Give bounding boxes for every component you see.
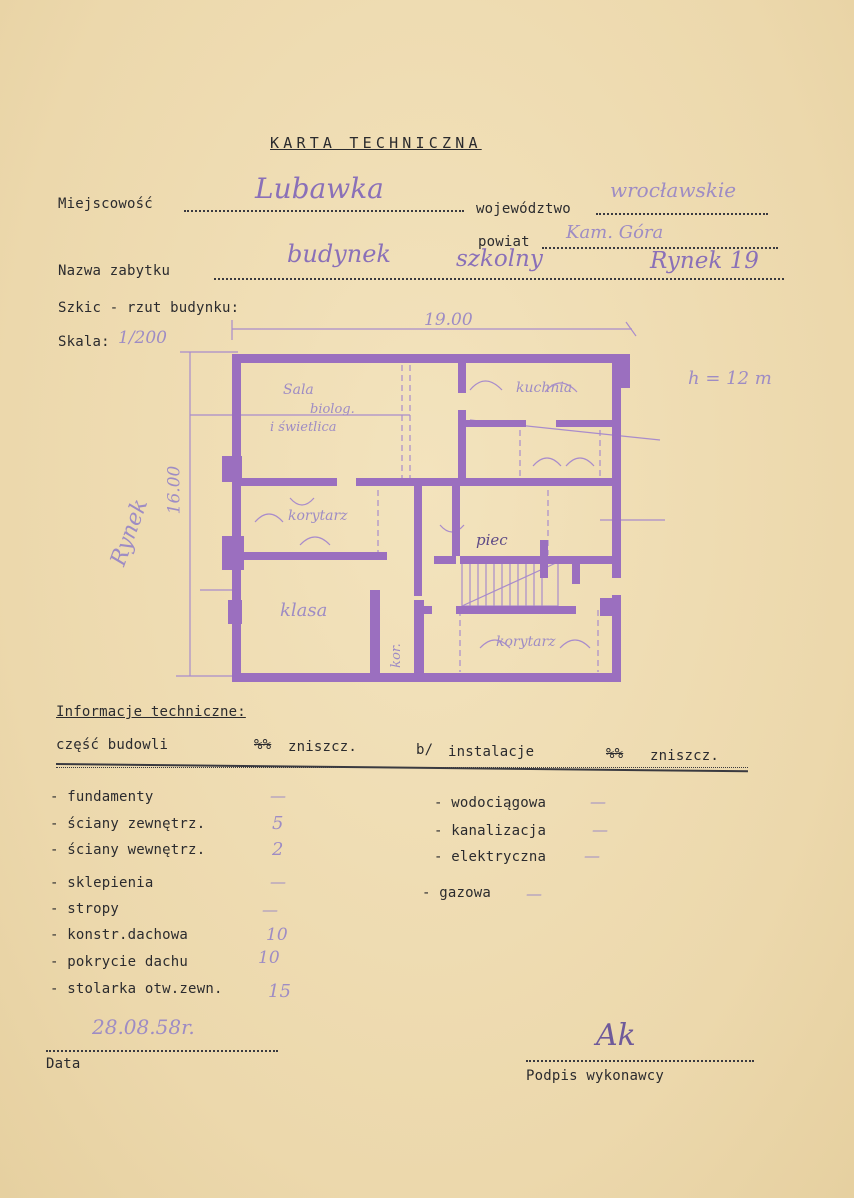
nazwa-value-2: szkolny xyxy=(456,246,543,272)
nazwa-label: Nazwa zabytku xyxy=(58,263,171,279)
installation-label: - kanalizacja xyxy=(434,823,547,839)
part-label: - stolarka otw.zewn. xyxy=(50,981,223,997)
installation-label: - gazowa xyxy=(422,885,492,901)
depth-dimension: 16.00 xyxy=(164,465,185,515)
width-dimension: 19.00 xyxy=(424,310,473,330)
nazwa-value-1: budynek xyxy=(287,240,391,268)
col-b-prefix: b/ xyxy=(416,742,434,758)
room-sala-label-2: biolog. xyxy=(310,402,355,417)
room-sala-label-3: i świetlica xyxy=(270,420,337,435)
installation-value: — xyxy=(584,846,600,865)
col-part-header: część budowli xyxy=(56,737,169,753)
part-value: 10 xyxy=(266,925,288,945)
part-label: - konstr.dachowa xyxy=(50,927,189,943)
part-value: 15 xyxy=(268,981,291,1002)
header-rule-dots xyxy=(56,767,748,768)
signature-dots xyxy=(526,1060,754,1062)
part-label: - sklepienia xyxy=(50,875,154,891)
powiat-label: powiat xyxy=(478,234,530,250)
wojewodztwo-label: województwo xyxy=(476,201,571,217)
page-title: KARTA TECHNICZNA xyxy=(270,134,482,152)
info-heading: Informacje techniczne: xyxy=(56,704,246,720)
installation-value: — xyxy=(526,884,542,903)
part-value: — xyxy=(270,872,286,891)
powiat-value: Kam. Góra xyxy=(566,222,664,243)
room-korytarz-bottom-label: korytarz xyxy=(496,634,556,650)
signature-label: Podpis wykonawcy xyxy=(526,1068,665,1084)
date-dots xyxy=(46,1050,278,1052)
col-installation-header: instalacje xyxy=(448,744,535,760)
room-piec-label: piec xyxy=(476,531,508,549)
room-sala-label: Sala xyxy=(283,382,314,398)
part-label: - ściany zewnętrz. xyxy=(50,816,206,832)
part-label: - stropy xyxy=(50,901,120,917)
date-label: Data xyxy=(46,1056,81,1072)
date-value: 28.08.58r. xyxy=(92,1015,195,1039)
part-value: 5 xyxy=(272,813,284,834)
room-kuchnia-label: kuchnia xyxy=(516,380,573,396)
installation-value: — xyxy=(590,792,606,811)
part-value: — xyxy=(270,786,286,805)
part-label: - pokrycie dachu xyxy=(50,954,189,970)
szkic-label: Szkic - rzut budynku: xyxy=(58,300,240,316)
installation-label: - wodociągowa xyxy=(434,795,547,811)
height-note: h = 12 m xyxy=(688,368,772,389)
col-pct-header-2: %% xyxy=(606,746,624,762)
signature-mark: Ak xyxy=(596,1018,636,1053)
part-value: 10 xyxy=(258,948,280,968)
room-korytarz-top-label: korytarz xyxy=(288,508,348,524)
installation-label: - elektryczna xyxy=(434,849,547,865)
skala-value: 1/200 xyxy=(118,328,167,348)
street-label: Rynek xyxy=(106,495,154,570)
room-klasa-label: klasa xyxy=(280,600,328,621)
part-label: - ściany wewnętrz. xyxy=(50,842,206,858)
miejscowosc-label: Miejscowość xyxy=(58,196,153,212)
part-label: - fundamenty xyxy=(50,789,154,805)
nazwa-value-3: Rynek 19 xyxy=(650,248,759,274)
room-korytarz-left-label: kor. xyxy=(388,643,404,668)
skala-label: Skala: xyxy=(58,334,110,350)
part-value: 2 xyxy=(272,839,284,860)
col-zniszcz-header-1: zniszcz. xyxy=(288,739,358,755)
wojewodztwo-value: wrocławskie xyxy=(610,178,737,202)
installation-value: — xyxy=(592,820,608,839)
miejscowosc-value: Lubawka xyxy=(255,172,384,205)
col-zniszcz-header-2: zniszcz. xyxy=(650,748,720,764)
part-value: — xyxy=(262,900,278,919)
col-pct-header-1: %% xyxy=(254,737,272,753)
